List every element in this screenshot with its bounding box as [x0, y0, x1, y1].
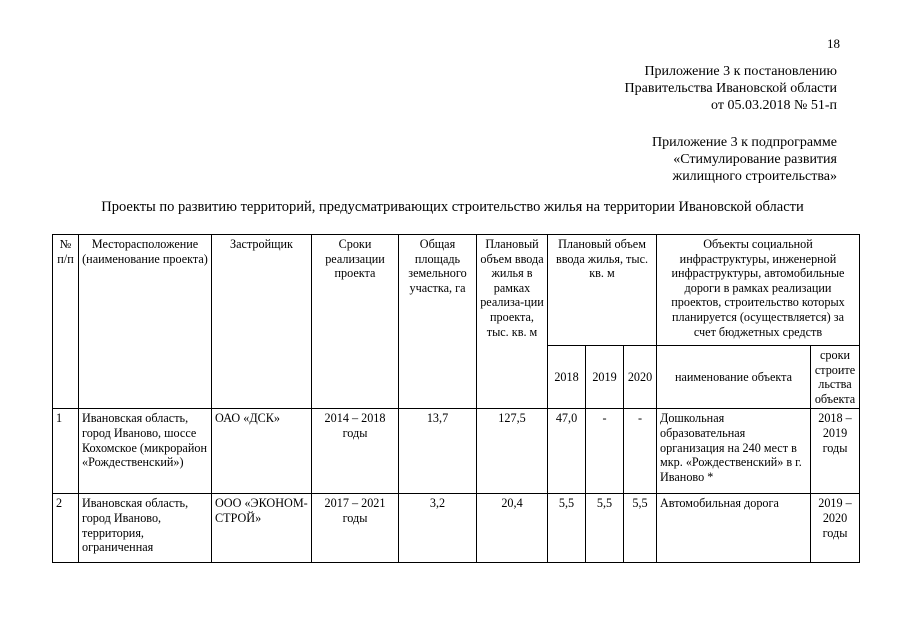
appendix-subprogram-line-3: жилищного строительства» — [672, 169, 837, 184]
row-1-2020: - — [624, 409, 657, 494]
row-2-2019: 5,5 — [586, 494, 624, 563]
row-2-object-name: Автомобильная дорога — [657, 494, 811, 563]
row-1-object-name: Дошкольная образовательная организация на 240 мест в мкр. «Рождественский» в г. Иваново * — [657, 409, 811, 494]
header-planned-total: Плановый объем ввода жилья в рамках реализа-ции проекта, тыс. кв. м — [477, 235, 548, 409]
page-number: 18 — [827, 36, 840, 51]
row-2-developer: ООО «ЭКОНОМ-СТРОЙ» — [212, 494, 312, 563]
table-row — [53, 494, 860, 563]
header-terms: Сроки реализации проекта — [312, 235, 399, 409]
header-object-name: наименование объекта — [657, 346, 811, 409]
document-title: Проекты по развитию территорий, предусматривающих строительство жилья на территории Ивановской области — [101, 199, 804, 215]
appendix-resolution — [625, 63, 837, 114]
row-2-2018: 5,5 — [548, 494, 586, 563]
header-year-2018: 2018 — [548, 346, 586, 409]
header-infrastructure: Объекты социальной инфраструктуры, инженерной инфраструктуры, автомобильные дороги в рамках реализации проектов, строительство которых планируется (осуществляется) за счет бюджетных средств — [657, 235, 860, 346]
header-construction-terms: сроки строите льства объекта — [811, 346, 860, 409]
row-2-num: 2 — [53, 494, 79, 563]
row-1-num: 1 — [53, 409, 79, 494]
appendix-subprogram-line-1: Приложение 3 к подпрограмме — [651, 135, 837, 150]
header-planned-by-year: Плановый объем ввода жилья, тыс. кв. м — [548, 235, 657, 346]
header-year-2019: 2019 — [586, 346, 624, 409]
appendix-resolution-line-2: Правительства Ивановской области — [624, 81, 837, 96]
row-2-planned-total: 20,4 — [477, 494, 548, 563]
row-2-terms: 2017 – 2021 годы — [312, 494, 399, 563]
row-1-terms: 2014 – 2018 годы — [312, 409, 399, 494]
appendix-subprogram-line-2: «Стимулирование развития — [673, 152, 837, 167]
table-header-row-1 — [53, 235, 860, 346]
table-row — [53, 409, 860, 494]
row-2-location: Ивановская область, город Иваново, территория, ограниченная — [79, 494, 212, 563]
appendix-resolution-line-1: Приложение 3 к постановлению — [644, 64, 837, 79]
row-1-developer: ОАО «ДСК» — [212, 409, 312, 494]
appendix-resolution-line-3: от 05.03.2018 № 51-п — [711, 98, 837, 113]
row-1-location: Ивановская область, город Иваново, шоссе Кохомское (микрорайон «Рождественский») — [79, 409, 212, 494]
row-1-area: 13,7 — [399, 409, 477, 494]
appendix-subprogram — [652, 134, 837, 185]
header-developer: Застройщик — [212, 235, 312, 409]
header-area: Общая площадь земельного участка, га — [399, 235, 477, 409]
row-1-2019: - — [586, 409, 624, 494]
projects-table — [52, 234, 860, 563]
row-1-planned-total: 127,5 — [477, 409, 548, 494]
header-year-2020: 2020 — [624, 346, 657, 409]
row-1-2018: 47,0 — [548, 409, 586, 494]
header-num: № п/п — [53, 235, 79, 409]
row-2-area: 3,2 — [399, 494, 477, 563]
row-2-2020: 5,5 — [624, 494, 657, 563]
row-2-construction-terms: 2019 – 2020 годы — [811, 494, 860, 563]
row-1-construction-terms: 2018 – 2019 годы — [811, 409, 860, 494]
header-location: Месторасположение (наименование проекта) — [79, 235, 212, 409]
